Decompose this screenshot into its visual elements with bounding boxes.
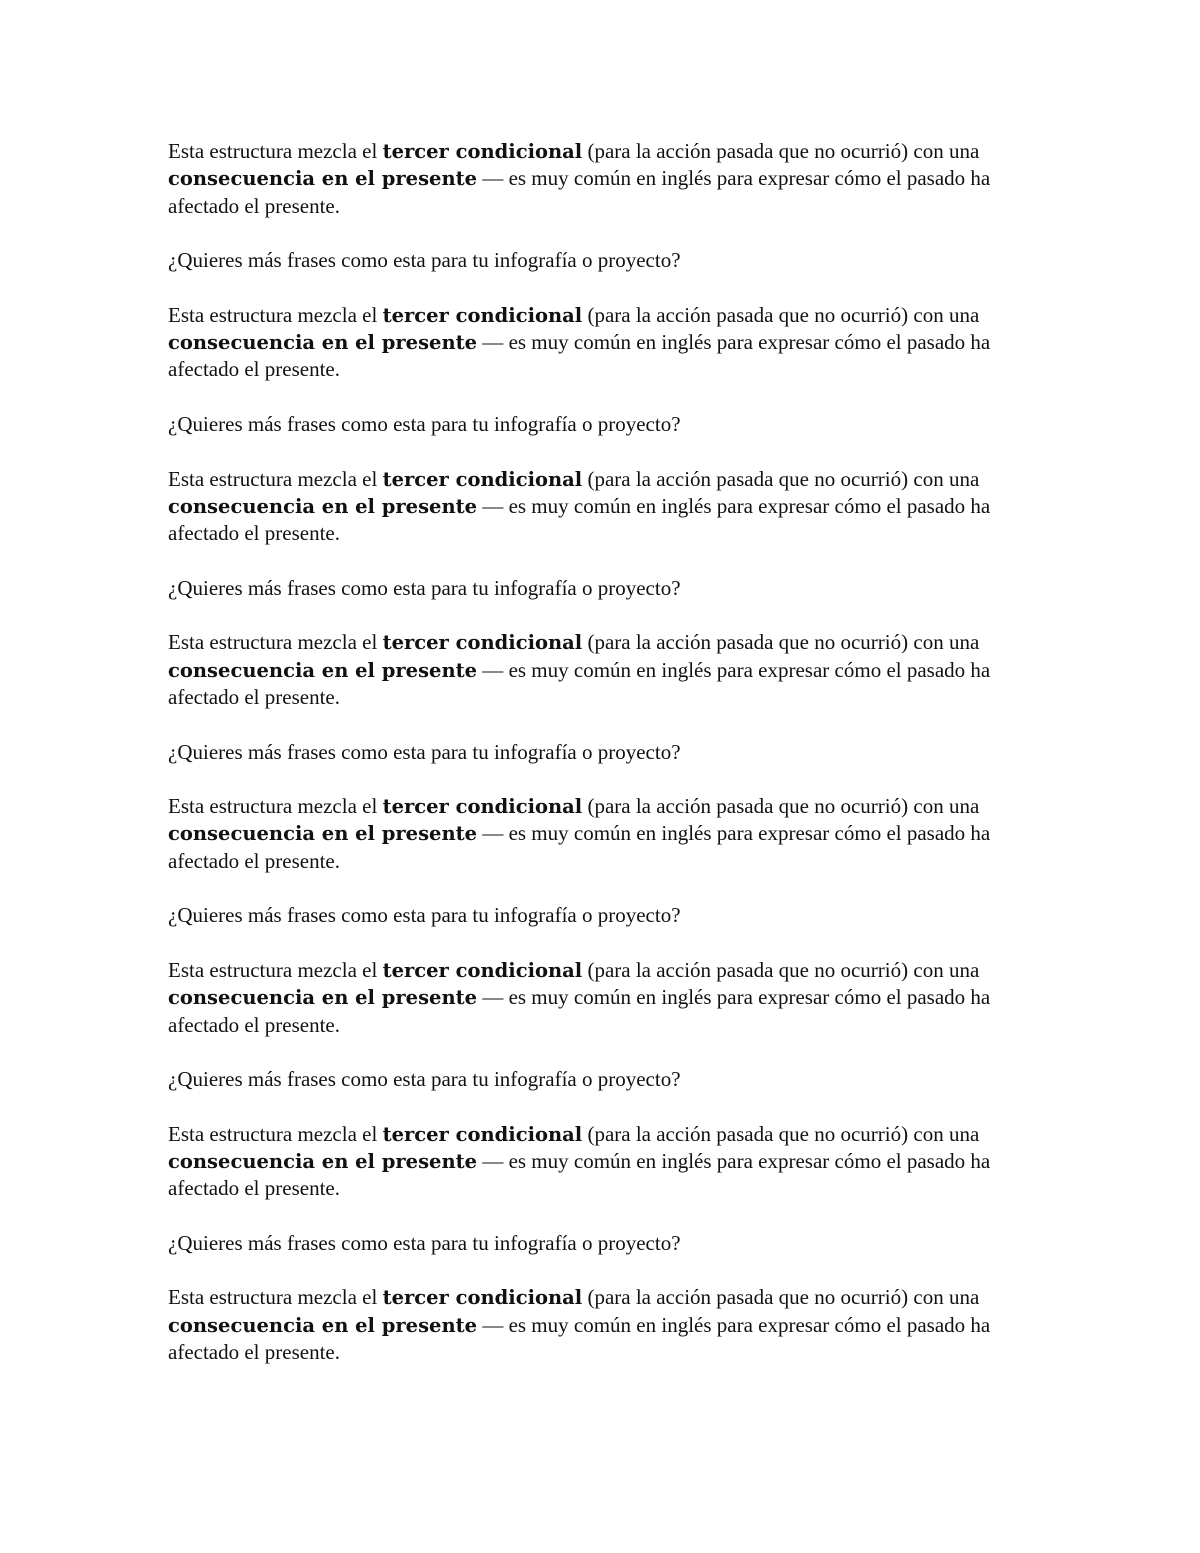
paragraph-text: (para la acción pasada que no ocurrió) con una — [582, 1121, 980, 1146]
bold-term: tercer condicional — [382, 303, 583, 327]
paragraph-text: (para la acción pasada que no ocurrió) con una — [582, 794, 980, 819]
bold-term: tercer condicional — [382, 1286, 583, 1310]
explanation-paragraph — [168, 466, 1058, 548]
bold-term: consecuencia en el presente — [168, 658, 478, 682]
explanation-paragraph — [168, 793, 1058, 875]
bold-term: consecuencia en el presente — [168, 986, 478, 1010]
paragraph-text: (para la acción pasada que no ocurrió) con una — [582, 139, 980, 163]
bold-term: tercer condicional — [382, 140, 583, 163]
paragraph-text: (para la acción pasada que no ocurrió) con una — [582, 630, 980, 655]
bold-term: consecuencia en el presente — [168, 1149, 478, 1173]
paragraph-text: (para la acción pasada que no ocurrió) con una — [582, 1285, 980, 1310]
question-line: ¿Quieres más frases como esta para tu infografía o proyecto? — [168, 1230, 681, 1255]
question-line: ¿Quieres más frases como esta para tu infografía o proyecto? — [168, 739, 681, 764]
paragraph-text: — es muy común en inglés para expresar cómo el pasado ha afectado el presente. — [168, 985, 991, 1037]
question-line: ¿Quieres más frases como esta para tu infografía o proyecto? — [168, 411, 681, 436]
explanation-paragraph — [168, 629, 1058, 711]
paragraph-text: Esta estructura mezcla el — [168, 466, 383, 491]
explanation-paragraph — [168, 957, 1058, 1039]
explanation-paragraph — [168, 1284, 1058, 1366]
bold-term: tercer condicional — [382, 1122, 583, 1146]
paragraph-text: — es muy común en inglés para expresar cómo el pasado ha afectado el presente. — [168, 1148, 991, 1201]
paragraph-text: (para la acción pasada que no ocurrió) con una — [582, 957, 980, 982]
bold-term: tercer condicional — [382, 631, 583, 655]
paragraph-text: — es muy común en inglés para expresar cómo el pasado ha afectado el presente. — [168, 330, 991, 382]
paragraph-text: — es muy común en inglés para expresar cómo el pasado ha afectado el presente. — [168, 657, 991, 709]
question-line: ¿Quieres más frases como esta para tu infografía o proyecto? — [168, 575, 681, 600]
paragraph-text: (para la acción pasada que no ocurrió) con una — [582, 302, 980, 327]
bold-term: tercer condicional — [382, 958, 583, 982]
paragraph-text: — es muy común en inglés para expresar cómo el pasado ha afectado el presente. — [168, 821, 991, 873]
bold-term: consecuencia en el presente — [168, 331, 478, 355]
question-line: ¿Quieres más frases como esta para tu infografía o proyecto? — [168, 903, 681, 928]
bold-term: consecuencia en el presente — [168, 1313, 478, 1337]
paragraph-text: Esta estructura mezcla el — [168, 1285, 383, 1310]
paragraph-text: — es muy común en inglés para expresar cómo el pasado ha afectado el presente. — [168, 493, 991, 546]
question-line: ¿Quieres más frases como esta para tu infografía o proyecto? — [168, 1067, 681, 1092]
paragraph-text: Esta estructura mezcla el — [168, 794, 383, 819]
explanation-paragraph — [168, 138, 1058, 220]
explanation-paragraph — [168, 302, 1058, 384]
paragraph-text: Esta estructura mezcla el — [168, 957, 383, 982]
paragraph-text: Esta estructura mezcla el — [168, 139, 383, 163]
paragraph-text: Esta estructura mezcla el — [168, 302, 383, 327]
question-line: ¿Quieres más frases como esta para tu infografía o proyecto? — [168, 248, 681, 273]
document-page — [168, 138, 1058, 1394]
paragraph-text: — es muy común en inglés para expresar cómo el pasado ha afectado el presente. — [168, 166, 991, 218]
bold-term: tercer condicional — [382, 467, 583, 491]
bold-term: consecuencia en el presente — [168, 494, 478, 518]
explanation-paragraph — [168, 1121, 1058, 1203]
bold-term: tercer condicional — [382, 795, 583, 819]
bold-term: consecuencia en el presente — [168, 167, 478, 191]
paragraph-text: Esta estructura mezcla el — [168, 630, 383, 655]
bold-term: consecuencia en el presente — [168, 822, 478, 846]
paragraph-text: (para la acción pasada que no ocurrió) con una — [582, 466, 980, 491]
paragraph-text: Esta estructura mezcla el — [168, 1121, 383, 1146]
paragraph-text: — es muy común en inglés para expresar cómo el pasado ha afectado el presente. — [168, 1312, 991, 1365]
